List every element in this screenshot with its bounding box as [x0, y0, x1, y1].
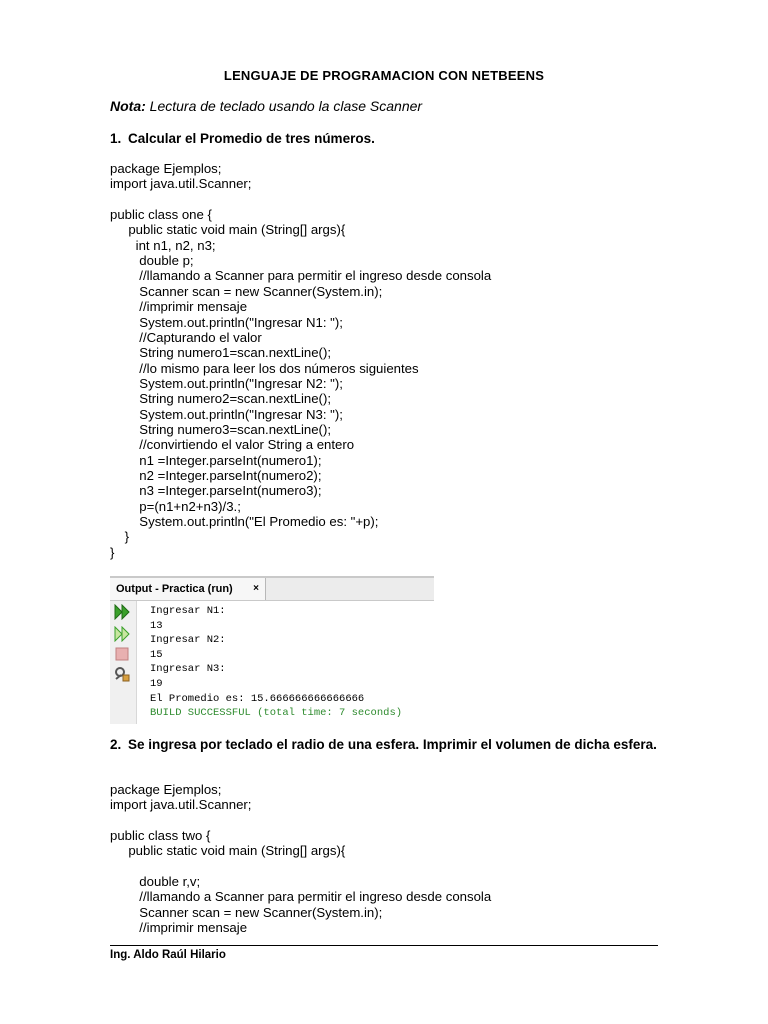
output-line: El Promedio es: 15.666666666666666 [150, 692, 365, 705]
code-line: //convirtiendo el valor String a entero [110, 437, 355, 453]
stop-icon[interactable] [113, 646, 131, 662]
code-line: public static void main (String[] args){ [110, 843, 346, 859]
output-tab-label: Output - Practica (run) [116, 583, 233, 595]
code-line: //llamando a Scanner para permitir el ingreso desde consola [110, 889, 492, 905]
code-line: String numero2=scan.nextLine(); [110, 391, 332, 407]
footer-author: Ing. Aldo Raúl Hilario [110, 949, 226, 961]
output-tab[interactable] [110, 578, 266, 600]
output-line: 13 [150, 619, 163, 632]
settings-icon[interactable] [113, 666, 131, 682]
code-line: public static void main (String[] args){ [110, 222, 346, 238]
code-line: public class one { [110, 207, 212, 223]
code-line: //imprimir mensaje [110, 299, 248, 315]
output-line: 19 [150, 678, 163, 690]
code-line: //imprimir mensaje [110, 920, 248, 936]
code-line: Scanner scan = new Scanner(System.in); [110, 283, 383, 299]
code-line: import java.util.Scanner; [110, 176, 252, 192]
output-tab-bar [110, 578, 434, 601]
code-line: double p; [110, 253, 194, 269]
code-line: System.out.println("El Promedio es: "+p); [110, 514, 379, 530]
code-line: Scanner scan = new Scanner(System.in); [110, 904, 383, 920]
output-line: 15 [150, 648, 163, 661]
code-line: //lo mismo para leer los dos números siguientes [110, 360, 419, 376]
output-toolbar [110, 601, 137, 724]
code-line: } [110, 529, 130, 545]
netbeans-output-window [110, 576, 434, 724]
code-line: //llamando a Scanner para permitir el ingreso desde consola [110, 268, 492, 284]
code-line: System.out.println("Ingresar N3: "); [110, 406, 343, 422]
section-1-number: 1. [110, 131, 122, 146]
build-status-line: BUILD SUCCESSFUL (total time: 7 seconds) [150, 707, 403, 720]
code-line: public class two { [110, 828, 211, 844]
run-again-icon[interactable] [113, 604, 131, 620]
section-1-heading-text: Calcular el Promedio de tres números. [128, 131, 375, 146]
code-line: System.out.println("Ingresar N2: "); [110, 375, 343, 391]
run-icon[interactable] [113, 626, 131, 642]
code-line: System.out.println("Ingresar N1: "); [110, 314, 343, 330]
note-label: Nota: [110, 98, 146, 114]
output-line: Ingresar N1: [150, 605, 226, 617]
code-line: double r,v; [110, 874, 201, 890]
code-line: n2 =Integer.parseInt(numero2); [110, 468, 322, 483]
section-2-heading-text: Se ingresa por teclado el radio de una esfera. Imprimir el volumen de dicha esfera. [128, 737, 657, 752]
code-line: package Ejemplos; [110, 782, 222, 797]
code-line: n3 =Integer.parseInt(numero3); [110, 483, 322, 499]
footer-divider [110, 945, 658, 946]
code-line: String numero3=scan.nextLine(); [110, 421, 332, 437]
section-1-heading [110, 131, 375, 146]
code-line: } [110, 544, 115, 560]
code-line: int n1, n2, n3; [110, 237, 216, 253]
code-line: String numero1=scan.nextLine(); [110, 345, 332, 361]
close-icon[interactable]: × [253, 583, 259, 594]
section-2-number: 2. [110, 737, 122, 752]
section-2-heading [110, 737, 658, 753]
code-line: //Capturando el valor [110, 329, 262, 345]
code-line: import java.util.Scanner; [110, 797, 252, 813]
note-text: Lectura de teclado usando la clase Scanner [145, 98, 423, 114]
code-line: p=(n1+n2+n3)/3.; [110, 498, 241, 514]
document-title: LENGUAJE DE PROGRAMACION CON NETBEENS [223, 68, 545, 83]
output-line: Ingresar N2: [150, 634, 226, 647]
output-line: Ingresar N3: [150, 663, 226, 676]
note-line [110, 98, 422, 114]
code-line: n1 =Integer.parseInt(numero1); [110, 452, 322, 468]
code-line: package Ejemplos; [110, 161, 222, 176]
